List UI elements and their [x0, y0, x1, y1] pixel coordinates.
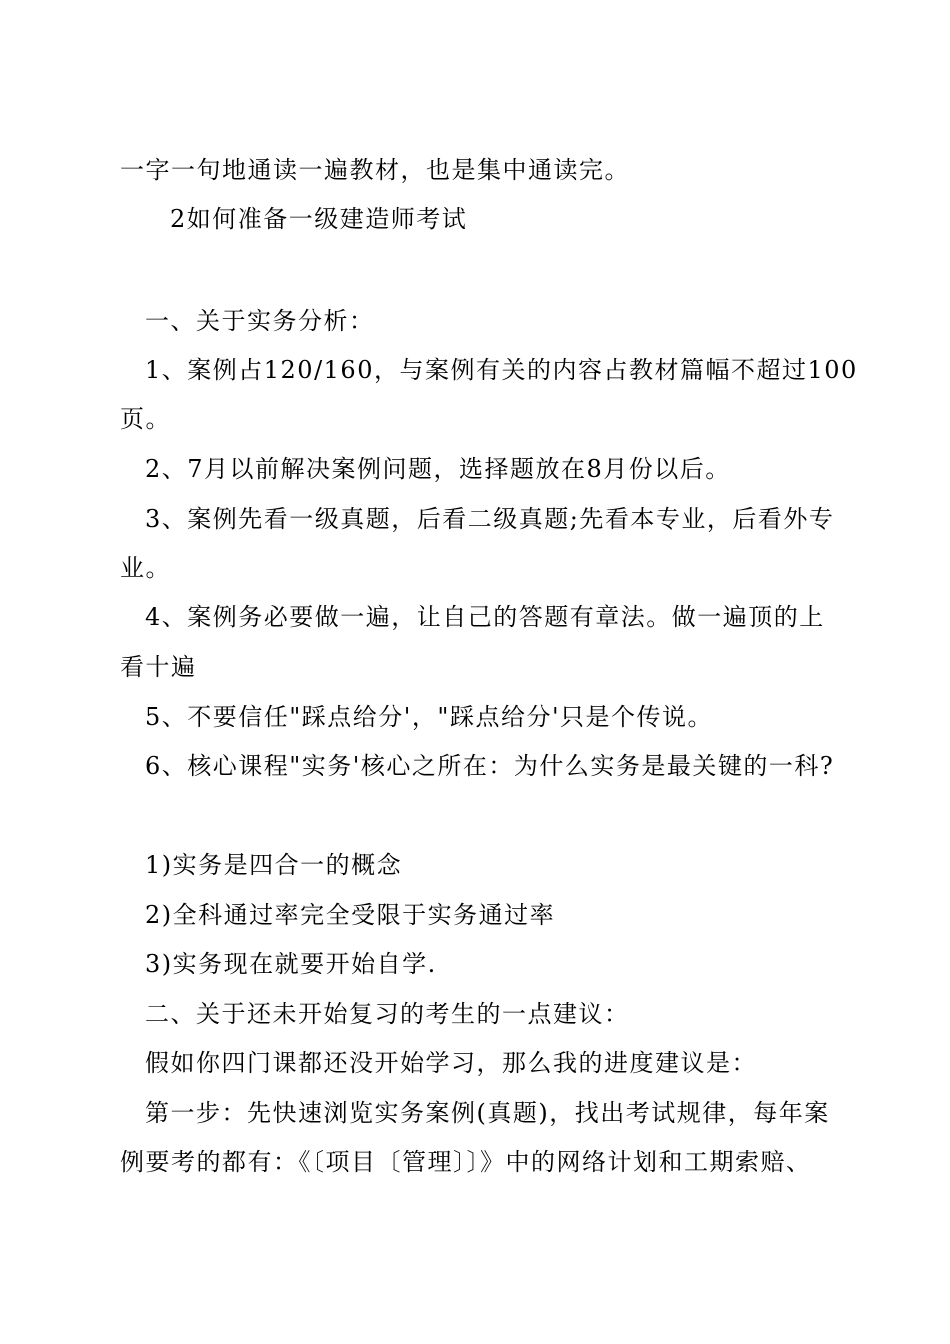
- list-item: 5、不要信任"踩点给分'，"踩点给分'只是个传说。: [145, 703, 714, 731]
- text-line: 例要考的都有：《〔项目〔管理〕〕》中的网络计划和工期索赔、: [120, 1148, 812, 1176]
- text-line: 一字一句地通读一遍教材，也是集中通读完。: [120, 156, 630, 184]
- list-item: 2、7月以前解决案例问题，选择题放在8月份以后。: [145, 455, 731, 483]
- text-line: 假如你四门课都还没开始学习，那么我的进度建议是：: [145, 1049, 757, 1077]
- list-item: 3、案例先看一级真题，后看二级真题;先看本专业，后看外专: [145, 505, 835, 533]
- sub-list-item: 1)实务是四合一的概念: [145, 851, 403, 879]
- list-item: 1、案例占120/160，与案例有关的内容占教材篇幅不超过100: [145, 356, 858, 384]
- sub-list-item: 2)全科通过率完全受限于实务通过率: [145, 901, 556, 929]
- section-heading: 2如何准备一级建造师考试: [170, 205, 468, 233]
- list-item: 6、核心课程"实务'核心之所在：为什么实务是最关键的一科?: [145, 752, 835, 780]
- text-line: 页。: [120, 405, 171, 433]
- sub-list-item: 3)实务现在就要开始自学.: [145, 950, 437, 978]
- list-item: 4、案例务必要做一遍，让自己的答题有章法。做一遍顶的上: [145, 603, 825, 631]
- section-heading: 二、关于还未开始复习的考生的一点建议：: [145, 1000, 630, 1028]
- section-heading: 一、关于实务分析：: [145, 307, 375, 335]
- text-line: 业。: [120, 554, 171, 582]
- text-line: 第一步：先快速浏览实务案例(真题)，找出考试规律，每年案: [145, 1099, 830, 1127]
- text-line: 看十遍: [120, 653, 197, 681]
